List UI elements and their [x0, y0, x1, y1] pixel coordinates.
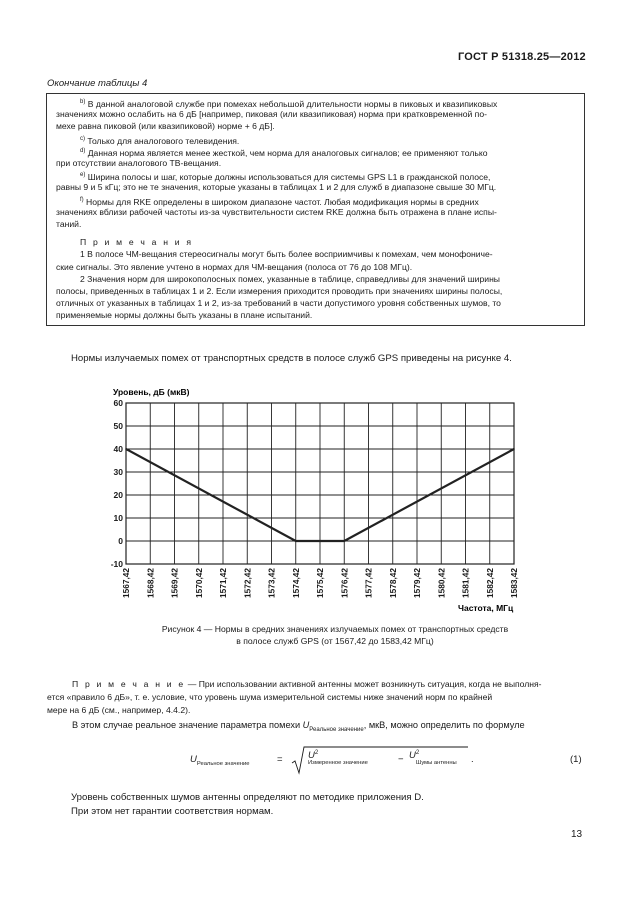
formula-lhs-sub: Реальное значение: [196, 760, 250, 767]
note-1-cont: отличных от указанных в таблицах 1 и 2, из-за требований в части допустимого уровня собственных шумов, то: [56, 298, 501, 309]
footnote-mark: d): [80, 147, 86, 154]
figure-caption: [140, 623, 530, 647]
footnote-2-cont: при отсутствии аналогового ТВ-вещания.: [56, 158, 222, 168]
note-label: П р и м е ч а н и е: [72, 679, 186, 689]
note-line-4b: , мкВ, можно определить по формуле: [363, 719, 525, 730]
footnote-text: Нормы для RKE определены в широком диапазоне частот. Любая модификация нормы в средних: [83, 196, 479, 207]
footnote-text: Данная норма является менее жесткой, чем норма для аналоговых сигналов; ее применяют только: [85, 147, 488, 158]
chart-x-tick-label: 1571,42: [218, 568, 228, 598]
chart-x-tick-label: 1573,42: [266, 568, 277, 598]
note-0-cont: ские сигналы. Это явление учтено в нормах для ЧМ-вещания (полоса от 76 до 108 МГц).: [56, 261, 413, 272]
footnote-mark: b): [80, 99, 86, 105]
notes-title: П р и м е ч а н и я: [80, 237, 194, 248]
chart-x-tick-label: 1577,42: [363, 568, 374, 598]
chart-data-point: [125, 448, 127, 450]
chart-x-tick-label: 1578,42: [387, 568, 398, 598]
footnote-mark: f): [80, 196, 84, 203]
footnote-0-cont: значениях можно ослабить на 6 дБ [например, пиковая (или квазипиковая) норма при кратковременной по-: [56, 109, 487, 120]
formula-term1-var: U: [308, 750, 315, 762]
note-line-4a: В этом случае реальное значение параметра помехи: [72, 719, 303, 730]
chart-data-point: [343, 540, 345, 542]
chart-y-tick-label: 50: [113, 421, 123, 431]
document-id: ГОСТ Р 51318.25—2012: [458, 51, 586, 63]
chart-y-tick-label: 10: [113, 513, 123, 523]
chart-x-tick-label: 1581,42: [460, 568, 471, 598]
footnote-4-cont: таний.: [56, 219, 82, 229]
chart-x-axis-label: Частота, МГц: [458, 603, 514, 613]
formula-equals: =: [277, 754, 283, 765]
note-block: [47, 678, 582, 737]
formula-minus: −: [398, 754, 404, 765]
footnote-text: Ширина полосы и шаг, которые должны использоваться для системы GPS L1 в гражданской полосе,: [85, 172, 491, 183]
formula-term1-sub: Измеренное значение: [308, 760, 368, 766]
note-1: 2 Значения норм для широкополосных помех, указанные в таблице, справедливы для значений ширины: [80, 273, 500, 284]
chart-data-point: [295, 540, 297, 542]
footnote-text: Только для аналогового телевидения.: [85, 135, 240, 146]
chart-data-point: [513, 448, 515, 450]
chart-x-tick-label: 1574,42: [290, 568, 301, 598]
formula-term2-sub: Шумы антенны: [416, 760, 457, 766]
page-number: 13: [571, 829, 583, 840]
formula: [190, 748, 510, 776]
note-line-2: ется «правило 6 дБ», т. е. условие, что уровень шума измерительной системы ниже значений норм по крайней: [47, 692, 493, 703]
chart-x-tick-label: 1567,42: [121, 568, 131, 598]
chart-y-tick-label: -10: [110, 559, 123, 569]
figure-caption-line-2: в полосе служб GPS (от 1567,42 до 1583,42 МГц): [236, 636, 434, 646]
chart-y-tick-label: 40: [113, 444, 123, 454]
note-1-cont: полосы, приведенных в таблицах 1 и 2. Если измерения приходится проводить при значениях ширины полосы,: [56, 286, 503, 296]
note-line-1: — При использовании активной антенны может возникнуть ситуация, когда не выполня-: [185, 679, 542, 689]
footnote-3-cont: равны 9 и 5 кГц; это не те значения, которые указаны в таблицах 1 и 2 для служб в диапазоне свыше 30 МГц.: [56, 182, 497, 193]
note-line-3: мере на 6 дБ (см., например, 4.4.2).: [47, 705, 191, 716]
formula-term1-sup: 2: [314, 750, 319, 756]
closing-line-1: Уровень собственных шумов антенны определяют по методике приложения D.: [71, 792, 424, 803]
note-var-u: U: [302, 719, 310, 730]
chart-x-tick-label: 1579,42: [412, 568, 422, 598]
chart-x-tick-label: 1572,42: [242, 568, 253, 598]
chart-y-tick-label: 20: [113, 490, 123, 500]
note-0: 1 В полосе ЧМ-вещания стереосигналы могут быть более восприимчивы к помехам, чем монофониче-: [80, 249, 493, 260]
footnote-mark: c): [80, 135, 85, 142]
footnote-text: В данной аналоговой службе при помехах небольшой длительности нормы в пиковых и квазипиковых: [85, 98, 498, 109]
chart-x-tick-label: 1582,42: [484, 568, 495, 598]
footnote-4-cont: значениях вблизи рабочей частоты из-за чувствительности систем RKE должна быть отражена в плане испы-: [56, 206, 497, 217]
chart-y-tick-label: 30: [113, 467, 123, 477]
footnote-0-cont: мехе равна пиковой (или квазипиковой) норме + 6 дБ].: [56, 121, 275, 132]
note-1-cont: применяемые нормы должны быть указаны в плане испытаний.: [56, 310, 313, 321]
table-continuation-title: Окончание таблицы 4: [47, 78, 148, 89]
chart-x-tick-label: 1569,42: [169, 568, 180, 598]
chart-x-tick-label: 1575,42: [315, 568, 325, 598]
chart-y-tick-label: 0: [118, 536, 123, 546]
chart-x-tick-label: 1580,42: [436, 568, 447, 598]
formula-lhs-var: U: [190, 754, 197, 765]
note-var-sub: Реальное значение: [309, 726, 364, 733]
formula-end: .: [471, 754, 474, 765]
formula-term2-sup: 2: [415, 750, 420, 756]
chart-y-axis-label: Уровень, дБ (мкВ): [113, 387, 190, 397]
chart-x-tick-label: 1576,42: [339, 568, 350, 598]
formula-number: (1): [570, 754, 582, 765]
chart-x-tick-label: 1570,42: [193, 568, 204, 598]
chart-x-tick-label: 1568,42: [145, 568, 156, 598]
formula-term2-var: U: [409, 750, 416, 762]
figure-caption-line-1: Рисунок 4 — Нормы в средних значениях излучаемых помех от транспортных средств: [161, 624, 509, 634]
closing-line-2: При этом нет гарантии соответствия нормам.: [71, 806, 274, 817]
chart-y-tick-label: 60: [113, 398, 123, 408]
chart-x-tick-label: 1583,42: [509, 568, 519, 598]
intro-text: Нормы излучаемых помех от транспортных средств в полосе служб GPS приведены на рисунке 4.: [71, 353, 512, 364]
footnote-mark: e): [80, 172, 86, 179]
